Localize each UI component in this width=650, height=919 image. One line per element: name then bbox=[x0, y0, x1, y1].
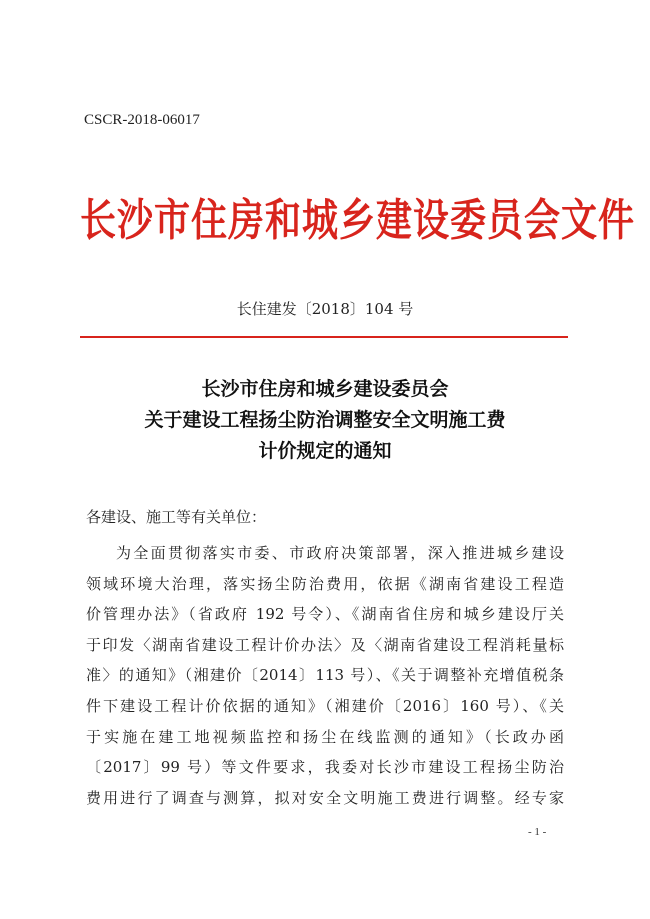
document-code: CSCR-2018-06017 bbox=[84, 112, 200, 128]
notice-title-line: 长沙市住房和城乡建设委员会 bbox=[201, 378, 449, 400]
body-line: 于实施在建工地视频监控和扬尘在线监测的通知》（长政办函 bbox=[86, 727, 564, 746]
body-paragraph bbox=[86, 538, 564, 813]
page-number: - 1 - bbox=[528, 826, 547, 838]
body-line: 价管理办法》（省政府 192 号令）、《湖南省住房和城乡建设厅关 bbox=[86, 605, 564, 624]
notice-title-line: 关于建设工程扬尘防治调整安全文明施工费 bbox=[144, 409, 506, 431]
body-line: 件下建设工程计价依据的通知》（湘建价〔2016〕160 号）、《关 bbox=[86, 696, 564, 715]
issuing-organization-header: 长沙市住房和城乡建设委员会文件 bbox=[80, 195, 636, 246]
body-line: 于印发〈湖南省建设工程计价办法〉及〈湖南省建设工程消耗量标 bbox=[86, 635, 564, 654]
body-line: 领域环境大治理，落实扬尘防治费用，依据《湖南省建设工程造 bbox=[86, 574, 564, 593]
document-number: 长住建发〔2018〕104 号 bbox=[236, 300, 414, 318]
body-line: 〔2017〕99 号）等文件要求，我委对长沙市建设工程扬尘防治 bbox=[86, 758, 564, 777]
notice-title bbox=[60, 374, 590, 467]
red-divider-line bbox=[80, 336, 568, 338]
body-line: 准〉的通知》（湘建价〔2014〕113 号）、《关于调整补充增值税条 bbox=[86, 666, 564, 685]
salutation: 各建设、施工等有关单位： bbox=[86, 508, 267, 526]
body-line: 费用进行了调查与测算，拟对安全文明施工费进行调整。经专家 bbox=[86, 788, 564, 807]
body-line: 为全面贯彻落实市委、市政府决策部署，深入推进城乡建设 bbox=[116, 544, 564, 562]
notice-title-line: 计价规定的通知 bbox=[258, 440, 392, 462]
